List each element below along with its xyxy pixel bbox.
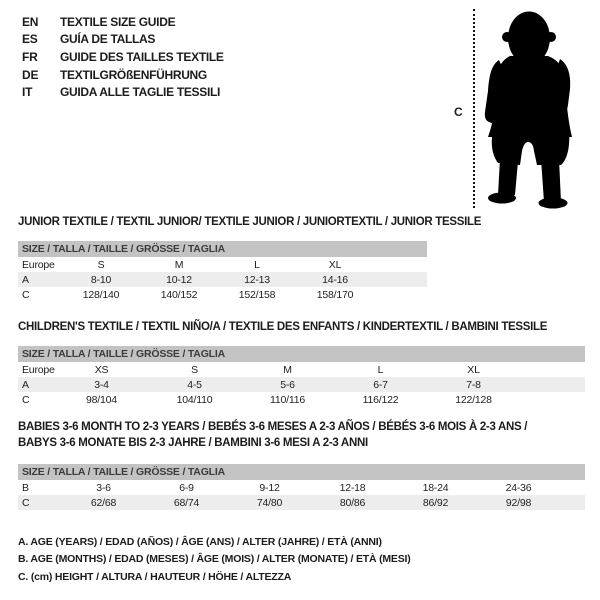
- table-cell: 6-7: [373, 378, 388, 391]
- size-header-bar: SIZE / TALLA / TAILLE / GRÖSSE / TAGLIA: [18, 346, 585, 362]
- table-row: [18, 480, 585, 495]
- table-cell: S: [97, 258, 105, 271]
- language-row: [22, 48, 224, 66]
- table-cell: M: [283, 363, 292, 376]
- table-cell: 3-6: [96, 481, 111, 494]
- language-label: TEXTILE SIZE GUIDE: [60, 14, 176, 29]
- language-label: GUIDA ALLE TAGLIE TESSILI: [60, 85, 221, 100]
- baby-silhouette-icon: [484, 11, 576, 209]
- table-cell: 152/158: [238, 288, 276, 301]
- table-cell: 98/104: [86, 393, 117, 406]
- language-label: TEXTILGRÖßENFÜHRUNG: [60, 67, 207, 82]
- table-row: [18, 362, 585, 377]
- table-cell: 128/140: [82, 288, 120, 301]
- size-header-bar: SIZE / TALLA / TAILLE / GRÖSSE / TAGLIA: [18, 241, 427, 257]
- height-measure-label: C: [454, 105, 463, 119]
- table-cell: 14-16: [322, 273, 348, 286]
- table-cell: 6-9: [179, 481, 194, 494]
- section-title-babies-line2: BABYS 3-6 MONATE BIS 2-3 JAHRE / BAMBINI 3-6 MESI A 2-3 ANNI: [18, 436, 368, 449]
- table-cell: XS: [94, 363, 109, 376]
- footnote-a: A. AGE (YEARS) / EDAD (AÑOS) / ÂGE (ANS) / ALTER (JAHRE) / ETÀ (ANNI): [18, 536, 382, 548]
- table-cell: 7-8: [466, 378, 481, 391]
- language-label: GUIDE DES TAILLES TEXTILE: [60, 49, 224, 64]
- table-cell: 140/152: [160, 288, 198, 301]
- junior-size-table: [18, 241, 427, 302]
- table-row: [18, 287, 427, 302]
- section-title-junior: JUNIOR TEXTILE / TEXTIL JUNIOR/ TEXTILE JUNIOR / JUNIORTEXTIL / JUNIOR TESSILE: [18, 216, 482, 228]
- table-cell: 68/74: [173, 496, 200, 509]
- table-cell: XL: [328, 258, 342, 271]
- table-cell: 62/68: [90, 496, 117, 509]
- table-cell: 122/128: [455, 393, 492, 406]
- table-cell: L: [254, 258, 260, 271]
- table-cell: 104/110: [176, 393, 213, 406]
- height-measure-line: [473, 9, 475, 208]
- language-code: EN: [22, 14, 39, 29]
- table-row: [18, 257, 427, 272]
- language-row: [22, 83, 224, 101]
- table-cell: 10-12: [166, 273, 192, 286]
- row-label: C: [22, 288, 30, 301]
- language-list: [22, 13, 224, 101]
- table-cell: 12-13: [244, 273, 270, 286]
- language-code: ES: [22, 32, 38, 47]
- footnote-b: B. AGE (MONTHS) / EDAD (MESES) / ÂGE (MOIS) / ALTER (MONATE) / ETÀ (MESI): [18, 553, 411, 566]
- table-cell: S: [191, 363, 198, 376]
- table-rows: [18, 362, 585, 407]
- row-label: Europe: [22, 258, 55, 271]
- size-header-bar: SIZE / TALLA / TAILLE / GRÖSSE / TAGLIA: [18, 464, 585, 480]
- row-label: A: [22, 378, 29, 391]
- table-cell: 80/86: [339, 496, 366, 509]
- babies-size-table: [18, 464, 585, 510]
- table-cell: L: [377, 363, 384, 376]
- row-label: B: [22, 481, 29, 494]
- table-cell: 86/92: [422, 496, 449, 509]
- table-cell: 158/170: [316, 288, 354, 301]
- table-row: [18, 495, 585, 510]
- table-cell: 12-18: [339, 481, 366, 494]
- section-title-babies-line1: BABIES 3-6 MONTH TO 2-3 YEARS / BEBÉS 3-6 MESES A 2-3 AÑOS / BÉBÉS 3-6 MOIS À 2-3 ANS /: [18, 421, 528, 433]
- table-cell: XL: [467, 363, 480, 376]
- table-cell: 9-12: [259, 481, 280, 494]
- table-rows: [18, 257, 427, 302]
- language-row: [22, 31, 224, 49]
- language-code: FR: [22, 49, 38, 64]
- row-label: Europe: [22, 363, 55, 376]
- language-row: [22, 66, 224, 84]
- table-cell: 8-10: [90, 273, 112, 286]
- table-cell: M: [174, 258, 184, 271]
- row-label: C: [22, 393, 30, 406]
- language-row: [22, 13, 224, 31]
- children-size-table: [18, 346, 585, 407]
- table-row: [18, 377, 585, 392]
- table-cell: 110/116: [270, 393, 305, 406]
- table-cell: 24-36: [505, 481, 532, 494]
- language-code: DE: [22, 67, 39, 82]
- table-cell: 5-6: [280, 378, 295, 391]
- language-code: IT: [22, 85, 33, 100]
- table-cell: 3-4: [94, 378, 109, 391]
- footnotes: [18, 534, 411, 586]
- table-cell: 4-5: [187, 378, 202, 391]
- table-cell: 92/98: [505, 496, 532, 509]
- footnote-c: C. (cm) HEIGHT / ALTURA / HAUTEUR / HÖHE / ALTEZZA: [18, 570, 292, 583]
- table-cell: 74/80: [256, 496, 283, 509]
- section-title-babies: [18, 420, 578, 451]
- table-cell: 18-24: [422, 481, 449, 494]
- row-label: C: [22, 496, 30, 509]
- row-label: A: [22, 273, 29, 286]
- language-label: GUÍA DE TALLAS: [60, 32, 156, 47]
- size-figure: [440, 0, 600, 215]
- table-row: [18, 272, 427, 287]
- table-rows: [18, 480, 585, 510]
- table-row: [18, 392, 585, 407]
- section-title-children: CHILDREN'S TEXTILE / TEXTIL NIÑO/A / TEXTILE DES ENFANTS / KINDERTEXTIL / BAMBINI TESSILE: [18, 321, 548, 333]
- table-cell: 116/122: [362, 393, 399, 406]
